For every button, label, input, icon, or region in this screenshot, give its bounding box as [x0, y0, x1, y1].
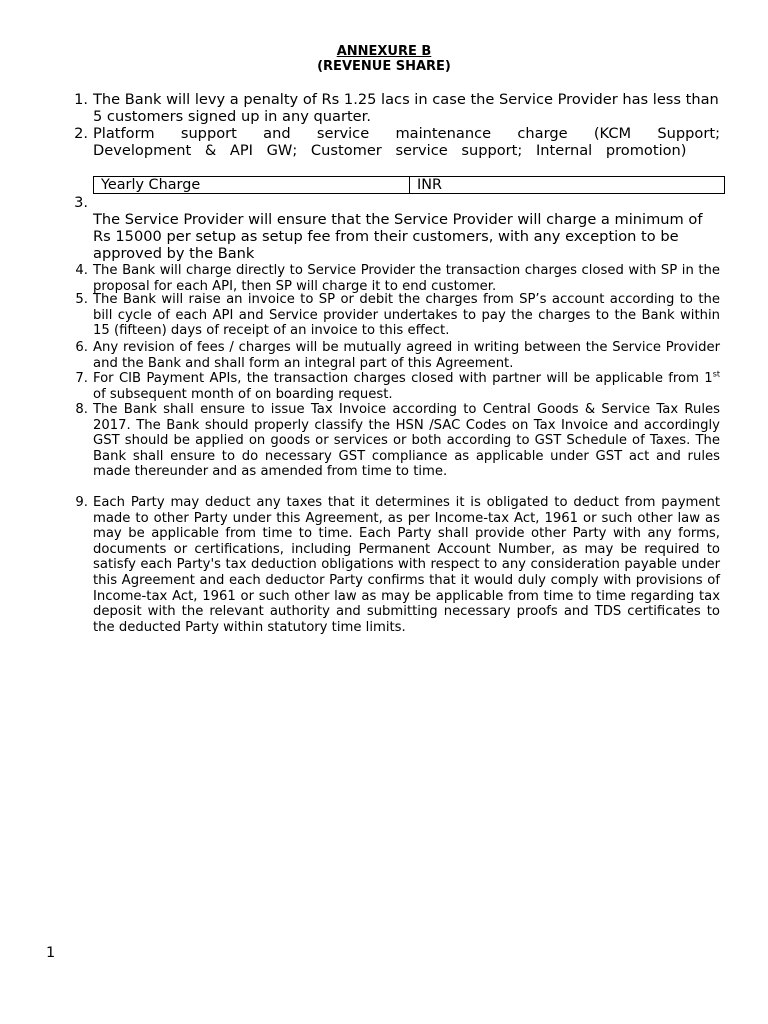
yearly-charge-table	[93, 176, 725, 194]
yearly-charge-label-cell: Yearly Charge	[94, 177, 410, 194]
item-text: Any revision of fees / charges will be mutually agreed in writing between the Service Provider and the Bank and shall form an integral part of this Agreement.	[93, 340, 720, 371]
list-item	[75, 263, 720, 294]
item-number: 6.	[75, 340, 88, 355]
item-text: Each Party may deduct any taxes that it determines it is obligated to deduct from payment made to other Party under this Agreement, as per Income-tax Act, 1961 or such other law as may be applicable from time to time. Each Party shall provide other Party with any forms, documents or certifications, including Permanent Account Number, as may be required to satisfy each Party's tax deduction obligations with respect to any consideration payable under this Agreement and each deductor Party confirms that it would duly comply with provisions of Income-tax Act, 1961 or such other law as may be applicable from time to time regarding tax deposit with the relevant authority and submitting necessary proofs and TDS certificates to the deducted Party within statutory time limits.	[93, 495, 720, 635]
item-number: 7.	[75, 371, 88, 386]
item-number: 1.	[74, 91, 88, 108]
item-number: 2.	[74, 125, 88, 142]
item-number: 9.	[75, 495, 88, 510]
page-number: 1	[46, 945, 56, 961]
list-item	[75, 340, 720, 371]
table-row	[94, 177, 725, 194]
item-text: The Bank will charge directly to Service Provider the transaction charges closed with SP in the proposal for each API, then SP will charge it to end customer.	[93, 263, 720, 294]
item-text: The Bank shall ensure to issue Tax Invoice according to Central Goods & Service Tax Rules 2017. The Bank should properly classify the HSN /SAC Codes on Tax Invoice and accordingly GST should be applied on goods or services or both according to GST Schedule of Taxes. The Bank shall ensure to do necessary GST compliance as applicable under GST act and rules made thereunder and as amended from time to time.	[93, 402, 720, 480]
item-number: 5.	[75, 292, 88, 307]
annexure-title: ANNEXURE B	[336, 44, 432, 59]
item-text: The Bank will raise an invoice to SP or debit the charges from SP’s account according to the bill cycle of each API and Service provider undertakes to pay the charges to the Bank within 15 (fifteen) days of receipt of an invoice to this effect.	[93, 292, 720, 339]
item-text: The Bank will levy a penalty of Rs 1.25 lacs in case the Service Provider has less than 5 customers signed up in any quarter.	[93, 91, 719, 125]
list-item	[75, 292, 720, 339]
list-item	[75, 369, 720, 402]
item-text-end: of subsequent month of on boarding request.	[93, 386, 393, 402]
list-item	[75, 402, 720, 480]
item-text: Platform support and service maintenance charge (KCM Support; Development & API GW; Customer service support; Internal promotion)	[93, 125, 720, 159]
annexure-subtitle: (REVENUE SHARE)	[317, 59, 451, 74]
currency-cell: INR	[410, 177, 725, 194]
item-number: 3.	[74, 194, 88, 211]
item-text-start: For CIB Payment APIs, the transaction charges closed with partner will be applicable from 1	[93, 371, 713, 386]
list-item	[74, 125, 720, 159]
item-number: 4.	[75, 263, 88, 278]
list-item	[75, 495, 720, 635]
ordinal-suffix: st	[712, 369, 720, 379]
list-item	[74, 91, 720, 125]
item-number: 8.	[75, 402, 88, 417]
item-3-text: The Service Provider will ensure that the Service Provider will charge a minimum of Rs 15000 per setup as setup fee from their customers, with any exception to be approved by the Bank	[93, 211, 703, 262]
